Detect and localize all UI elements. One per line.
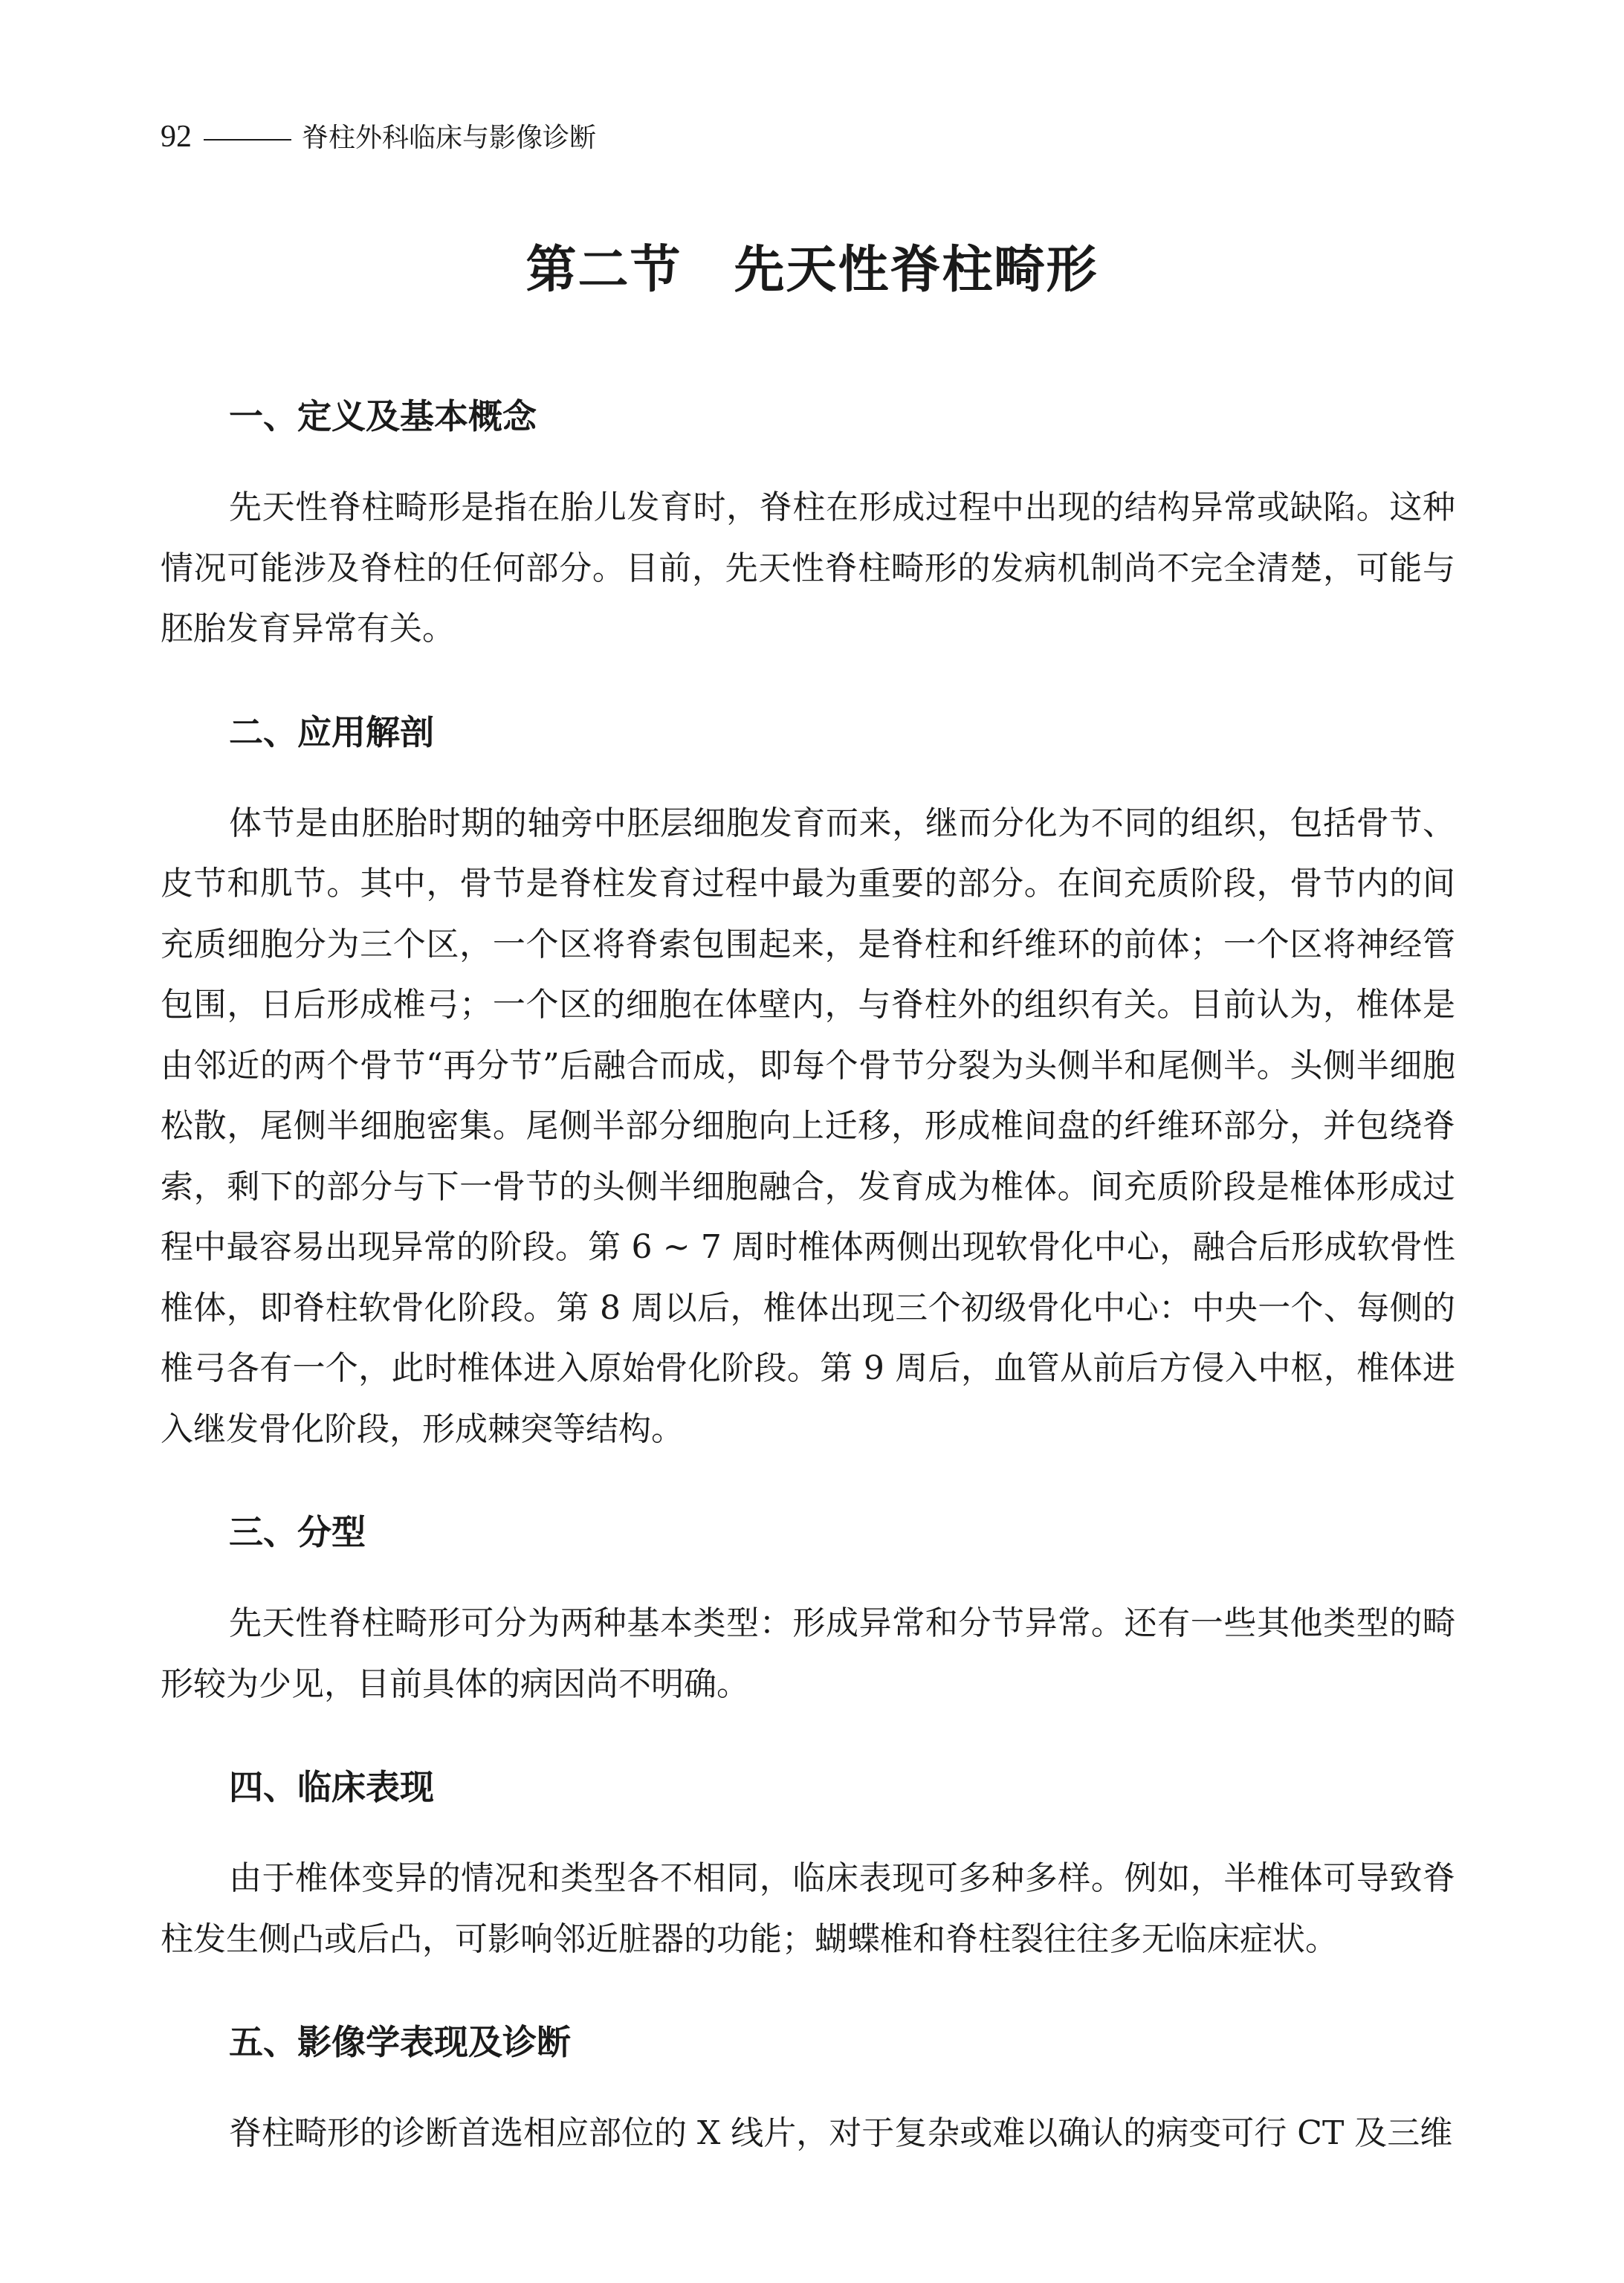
heading-definition: 一、定义及基本概念 [229,396,537,436]
paragraph-anatomy: 体节是由胚胎时期的轴旁中胚层细胞发育而来，继而分化为不同的组织，包括骨节、皮节和肌节。其中，骨节是脊柱发育过程中最为重要的部分。在间充质阶段，骨节内的间充质细胞分为三个区，一个区将脊索包围起来，是脊柱和纤维环的前体；一个区将神经管包围，日后形成椎弓；一个区的细胞在体壁内，与脊柱外的组织有关。目前认为，椎体是由邻近的两个骨节“再分节”后融合而成，即每个骨节分裂为头侧半和尾侧半。头侧半细胞松散，尾侧半细胞密集。尾侧半部分细胞向上迁移，形成椎间盘的纤维环部分，并包绕脊索，剩下的部分与下一骨节的头侧半细胞融合，发育成为椎体。间充质阶段是椎体形成过程中最容易出现异常的阶段。第 6 ~ 7 周时椎体两侧出现软骨化中心，融合后形成软骨性椎体，即脊柱软骨化阶段。第 8 周以后，椎体出现三个初级骨化中心：中央一个、每侧的椎弓各有一个，此时椎体进入原始骨化阶段。第 9 周后，血管从前后方侵入中枢，椎体进入继发骨化阶段，形成棘突等结构。 [161,804,1455,1448]
paragraph-clinical: 由于椎体变异的情况和类型各不相同，临床表现可多种多样。例如，半椎体可导致脊柱发生侧凸或后凸，可影响邻近脏器的功能；蝴蝶椎和脊柱裂往往多无临床症状。 [161,1859,1455,1958]
section-title: 第二节 先天性脊柱畸形 [525,240,1099,300]
paragraph-classification: 先天性脊柱畸形可分为两种基本类型：形成异常和分节异常。还有一些其他类型的畸形较为少见，目前具体的病因尚不明确。 [161,1604,1455,1703]
heading-clinical: 四、临床表现 [229,1767,434,1807]
header-rule [204,139,291,141]
paragraph-imaging: 脊柱畸形的诊断首选相应部位的 X 线片，对于复杂或难以确认的病变可行 CT 及三维 [229,2114,1453,2152]
page-number: 92 [161,120,192,154]
heading-classification: 三、分型 [229,1512,366,1552]
body-content [161,387,1455,2164]
running-header [161,117,596,158]
heading-imaging: 五、影像学表现及诊断 [229,2022,571,2062]
heading-anatomy: 二、应用解剖 [229,711,434,752]
book-title: 脊柱外科临床与影像诊断 [302,123,597,153]
paragraph-definition: 先天性脊柱畸形是指在胎儿发育时，脊柱在形成过程中出现的结构异常或缺陷。这种情况可能涉及脊柱的任何部分。目前，先天性脊柱畸形的发病机制尚不完全清楚，可能与胚胎发育异常有关。 [161,488,1455,648]
